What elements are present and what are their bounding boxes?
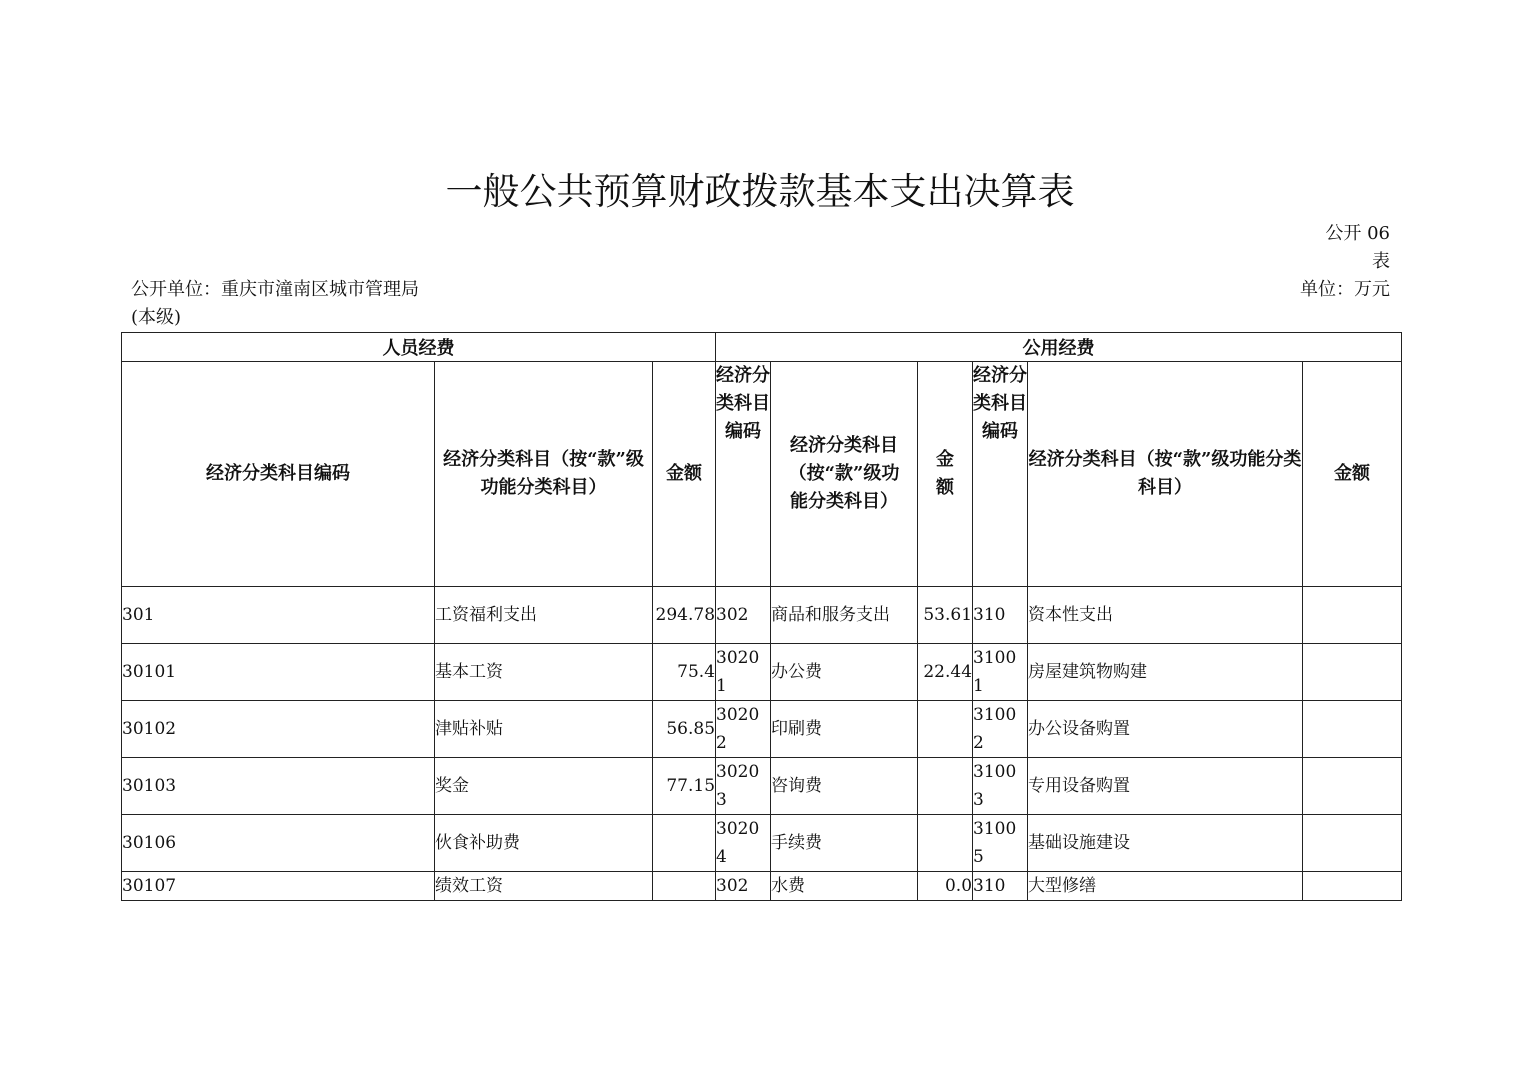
cell-code-b: 30201 <box>716 644 771 701</box>
cell-code-b: 30204 <box>716 815 771 872</box>
cell-amount-b: 22.44 <box>918 644 973 701</box>
cell-name-c: 大型修缮 <box>1028 872 1303 901</box>
table-row <box>122 815 1402 872</box>
cell-code-b: 302 <box>716 872 771 901</box>
personnel-expense-header: 人员经费 <box>122 333 716 362</box>
cell-name-b: 印刷费 <box>771 701 918 758</box>
cell-name-a: 工资福利支出 <box>435 587 653 644</box>
cell-name-c: 基础设施建设 <box>1028 815 1303 872</box>
cell-name-b: 办公费 <box>771 644 918 701</box>
cell-name-b: 手续费 <box>771 815 918 872</box>
cell-name-a: 奖金 <box>435 758 653 815</box>
cell-name-b: 咨询费 <box>771 758 918 815</box>
unit-of-measure: 单位：万元 <box>1300 279 1390 300</box>
table-row <box>122 758 1402 815</box>
cell-amount-b <box>918 815 973 872</box>
cell-code-c: 31003 <box>973 758 1028 815</box>
cell-amount-c <box>1303 701 1402 758</box>
cell-code-c: 31001 <box>973 644 1028 701</box>
cell-amount-b <box>918 701 973 758</box>
cell-name-a: 津贴补贴 <box>435 701 653 758</box>
cell-name-b: 水费 <box>771 872 918 901</box>
table-row <box>122 872 1402 901</box>
cell-amount-a: 77.15 <box>653 758 716 815</box>
cell-amount-c <box>1303 587 1402 644</box>
cell-name-b: 商品和服务支出 <box>771 587 918 644</box>
cell-amount-b <box>918 758 973 815</box>
cell-code-b: 30203 <box>716 758 771 815</box>
cell-amount-a: 56.85 <box>653 701 716 758</box>
cell-name-a: 绩效工资 <box>435 872 653 901</box>
cell-name-a: 伙食补助费 <box>435 815 653 872</box>
cell-code-a: 301 <box>122 587 435 644</box>
budget-table <box>121 332 1402 901</box>
table-row <box>122 644 1402 701</box>
cell-amount-c <box>1303 815 1402 872</box>
col-header-amount-a: 金额 <box>653 362 716 587</box>
cell-name-a: 基本工资 <box>435 644 653 701</box>
col-header-name-b: 经济分类科目（按“款”级功能分类科目） <box>771 362 918 587</box>
cell-code-b: 30202 <box>716 701 771 758</box>
table-row <box>122 701 1402 758</box>
cell-code-a: 30107 <box>122 872 435 901</box>
cell-amount-a: 75.4 <box>653 644 716 701</box>
cell-amount-c <box>1303 644 1402 701</box>
page-title: 一般公共预算财政拨款基本支出决算表 <box>445 170 1075 213</box>
col-header-code-c: 经济分类科目编码 <box>973 362 1028 587</box>
cell-amount-b: 53.61 <box>918 587 973 644</box>
cell-name-c: 专用设备购置 <box>1028 758 1303 815</box>
cell-code-c: 310 <box>973 872 1028 901</box>
table-row <box>122 587 1402 644</box>
col-header-name-c: 经济分类科目（按“款”级功能分类科目） <box>1028 362 1303 587</box>
form-number: 公开 06 表 <box>1325 223 1390 272</box>
cell-code-a: 30101 <box>122 644 435 701</box>
cell-amount-a <box>653 815 716 872</box>
cell-amount-b: 0.0 <box>918 872 973 901</box>
cell-code-c: 31002 <box>973 701 1028 758</box>
cell-amount-a <box>653 872 716 901</box>
cell-amount-c <box>1303 758 1402 815</box>
cell-code-c: 31005 <box>973 815 1028 872</box>
col-header-name-a: 经济分类科目（按“款”级功能分类科目） <box>435 362 653 587</box>
cell-code-c: 310 <box>973 587 1028 644</box>
reporting-unit: 公开单位：重庆市潼南区城市管理局(本级) <box>131 279 419 328</box>
col-header-amount-c: 金额 <box>1303 362 1402 587</box>
cell-code-b: 302 <box>716 587 771 644</box>
cell-code-a: 30103 <box>122 758 435 815</box>
cell-amount-a: 294.78 <box>653 587 716 644</box>
cell-name-c: 办公设备购置 <box>1028 701 1303 758</box>
cell-code-a: 30106 <box>122 815 435 872</box>
cell-name-c: 房屋建筑物购建 <box>1028 644 1303 701</box>
col-header-code-b: 经济分类科目编码 <box>716 362 771 587</box>
cell-amount-c <box>1303 872 1402 901</box>
cell-code-a: 30102 <box>122 701 435 758</box>
public-expense-header: 公用经费 <box>716 333 1402 362</box>
cell-name-c: 资本性支出 <box>1028 587 1303 644</box>
col-header-code-a: 经济分类科目编码 <box>122 362 435 587</box>
col-header-amount-b: 金额 <box>918 362 973 587</box>
